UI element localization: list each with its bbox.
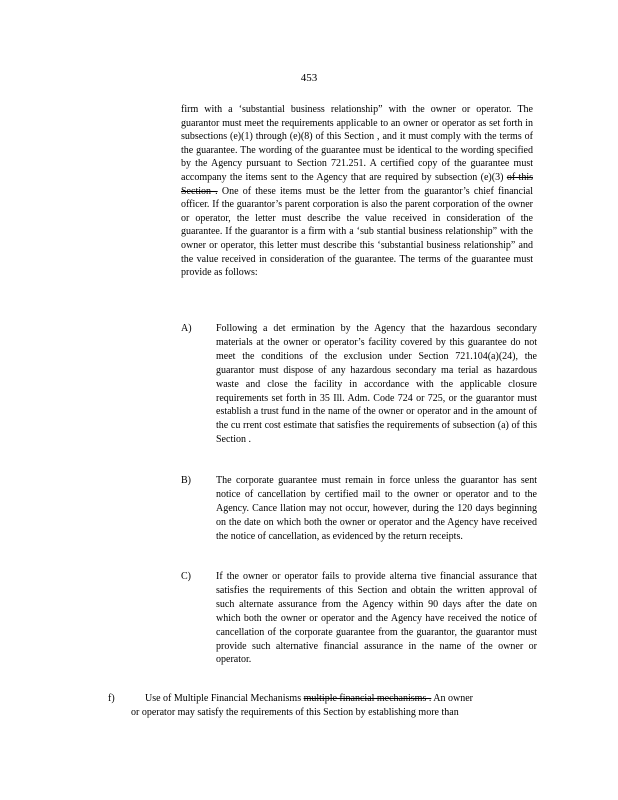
main-paragraph	[181, 103, 533, 280]
item-label: A)	[181, 323, 192, 334]
item-label: B)	[181, 475, 191, 486]
main-paragraph-text-1: firm with a ‘substantial business relationship” with the owner or operator. The guarantor must meet the requirements applicable to an owner or operator as set forth in subsections (e)(1) through (e)(8) of this Section , and it must comply with the terms of the guarantee. The wording of the guarantee must be identical to the wording specified by the Agency pursuant to Section 721.251. A certified copy of the guarantee must accompany the items sent to the Agency that are required by subsection (e)(3)	[181, 104, 533, 183]
item-text: If the owner or operator fails to provide alterna tive financial assurance that satisfies the requirements of this Section and obtain the written approval of such alternate assurance from the Agency within 90 days after the date on which both the owner or operator and the Agency have received the notice of cancellation of the corporate guarantee from the guarantor, the guarantor must provide such alternative financial assurance in the name of the owner or operator.	[216, 571, 537, 666]
section-f-text-1: An owner	[431, 693, 474, 704]
section-f-title: Use of Multiple Financial Mechanisms	[145, 693, 302, 704]
struck-text: of this Section .	[181, 171, 533, 197]
section-f-struck-text: multiple financial mechanisms .	[303, 693, 432, 704]
main-paragraph-text-2: One of these items must be the letter from the guarantor’s chief financial officer. If the guarantor’s parent corporation is also the parent corporation of the owner or operator, the letter must describe the value received in consideration of the guarantee. If the guarantor is a firm with a ‘sub stantial business relationship” with the owner or operator, this letter must describe this ‘substantial business relationship” and the value received in consideration of the guarantee. The terms of the guarantee must provide as follows:	[181, 185, 533, 279]
section-f-text-2: or operator may satisfy the requirements of this Section by establishing more than	[131, 707, 459, 718]
item-label: C)	[181, 571, 191, 582]
item-text: Following a det ermination by the Agency that the hazardous secondary materials at the owner or operator’s facility covered by this guarantee do not meet the conditions of the exclusion under Section 721.104(a)(24), the guarantor must dispose of any hazardous secondary ma terial as hazardous waste and close the facility in accordance with the applicable closure requirements set forth in 35 Ill. Adm. Code 724 or 725, or the guarantor must establish a trust fund in the name of the owner or operator and in the amount of the cu rrent cost estimate that satisfies the requirements of subsection (a) of this Section .	[216, 323, 537, 446]
section-f-label: f)	[108, 693, 115, 704]
item-text: The corporate guarantee must remain in force unless the guarantor has sent notice of cancellation by certified mail to the owner or operator and to the Agency. Cance llation may not occur, however, during the 120 days beginning on the date on which both the owner or operator and the Agency have received the notice of cancellation, as evidenced by the return receipts.	[216, 475, 537, 542]
section-f-heading-line	[145, 692, 536, 706]
page-number: 453	[300, 72, 318, 84]
